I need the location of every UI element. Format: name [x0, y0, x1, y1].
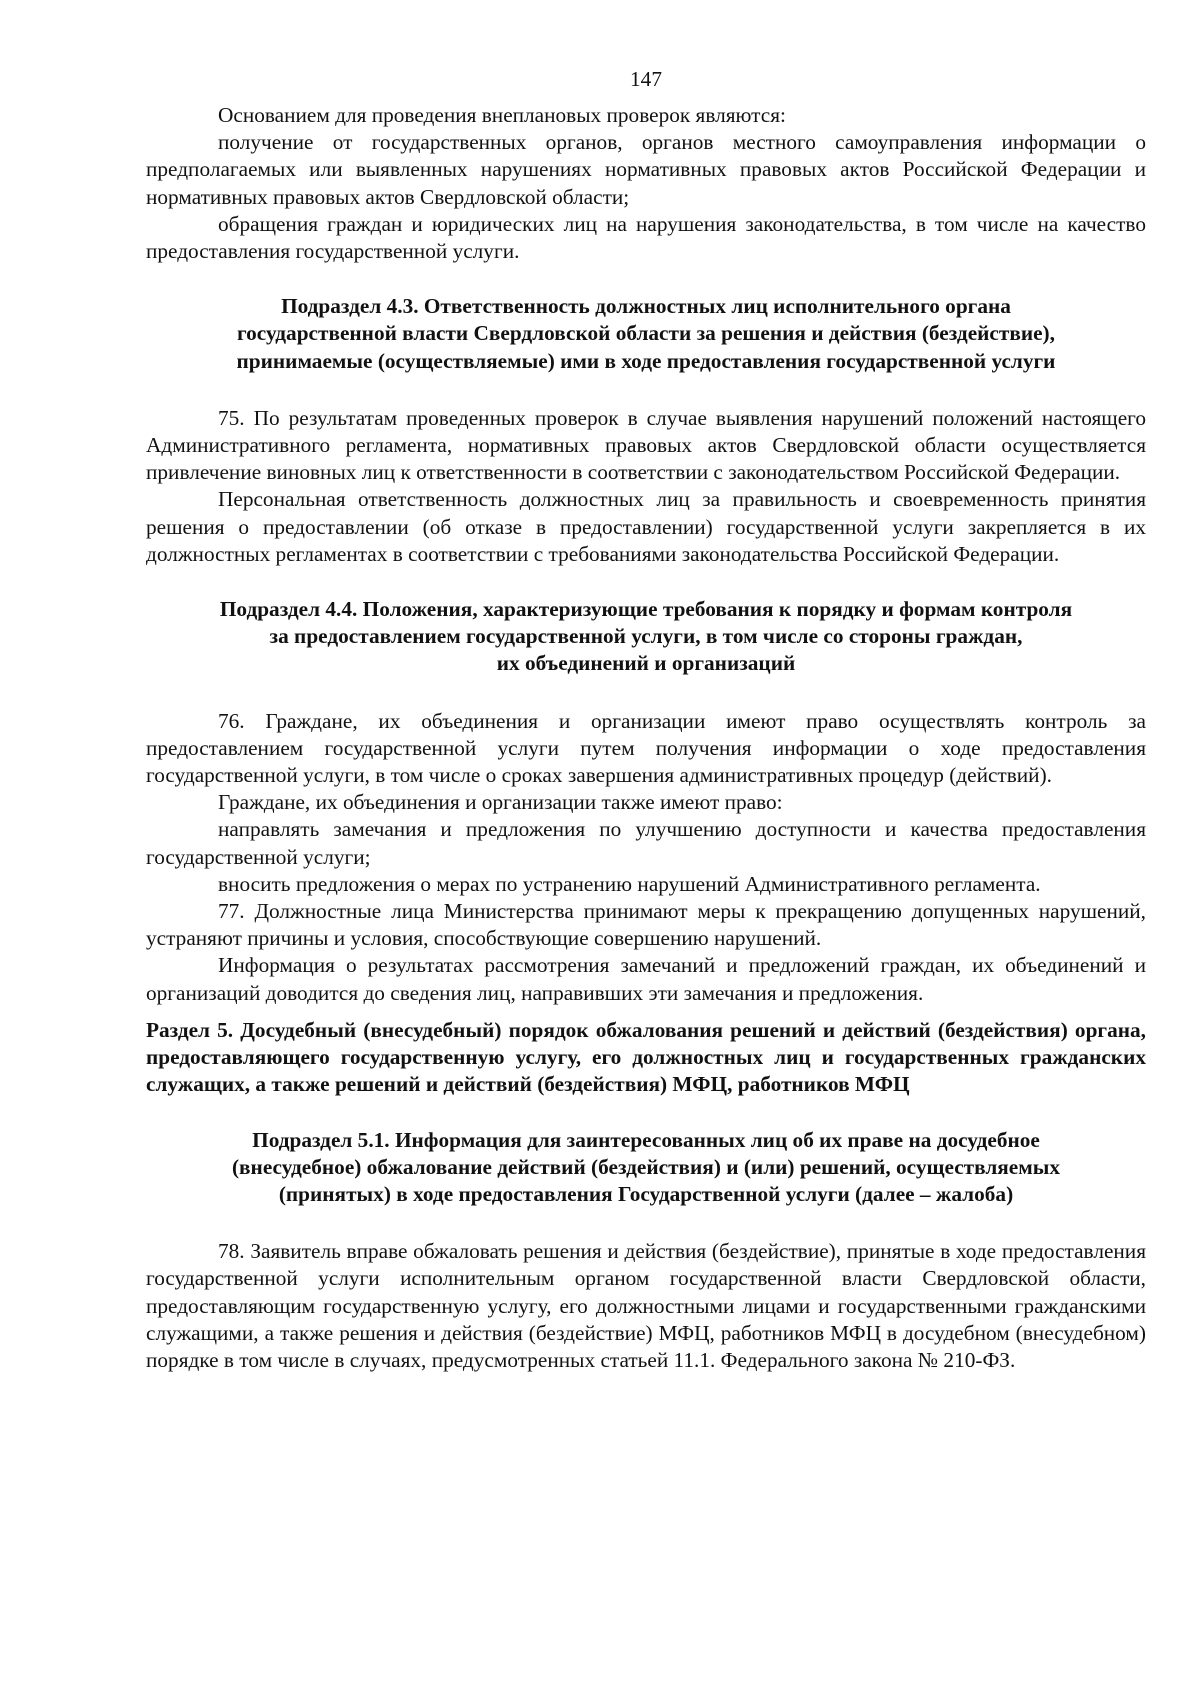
heading-line: за предоставлением государственной услуги, в том числе со стороны граждан, [269, 624, 1023, 649]
heading-line: Подраздел 5.1. Информация для заинтересованных лиц об их праве на досудебное [252, 1127, 1040, 1152]
paragraph: получение от государственных органов, органов местного самоуправления информации о предполагаемых или выявленных нарушениях нормативных правовых актов Российской Федерации и нормативных правовых актов Свердловской области; [146, 130, 1146, 209]
heading-line: принимаемые (осуществляемые) ими в ходе предоставления государственной услуги [236, 348, 1056, 373]
paragraph-76: 76. Граждане, их объединения и организации имеют право осуществлять контроль за предоставлением государственной услуги путем получения информации о ходе предоставления государственной услуги, в том числе о сроках завершения административных процедур (действий). [146, 708, 1146, 788]
paragraph: Основанием для проведения внеплановых проверок являются: [218, 103, 786, 127]
paragraph: Информация о результатах рассмотрения замечаний и предложений граждан, их объединений и организаций доводится до сведения лиц, направивших эти замечания и предложения. [146, 953, 1146, 1005]
heading-line: (принятых) в ходе предоставления Государственной услуги (далее – жалоба) [278, 1181, 1014, 1206]
paragraph: Граждане, их объединения и организации также имеют право: [218, 790, 783, 815]
subsection-4-3-heading [146, 293, 1146, 375]
heading-line: (внесудебное) обжалование действий (бездействия) и (или) решений, осуществляемых [231, 1154, 1061, 1179]
heading-line: Подраздел 4.4. Положения, характеризующие требования к порядку и формам контроля [219, 597, 1073, 622]
paragraph-75: 75. По результатам проведенных проверок в случае выявления нарушений положений настоящего Административного регламента, нормативных правовых актов Свердловской области осуществляется привлечение виновных лиц к ответственности в соответствии с законодательством Российской Федерации. [146, 405, 1146, 485]
paragraph: обращения граждан и юридических лиц на нарушения законодательства, в том числе на качество предоставления государственной услуги. [146, 211, 1146, 264]
page-number: 147 [630, 67, 662, 91]
paragraph-78: 78. Заявитель вправе обжаловать решения и действия (бездействие), принятые в ходе предоставления государственной услуги исполнительным органом государственной власти Свердловской области, предоставляющим государственную услугу, его должностными лицами и государственными гражданскими служащими, а также решения и действия (бездействие) МФЦ, работников МФЦ в досудебном (внесудебном) порядке в том числе в случаях, предусмотренных статьей 11.1. Федерального закона № 210-ФЗ. [146, 1239, 1146, 1372]
heading-line: государственной власти Свердловской области за решения и действия (бездействие), [237, 321, 1055, 346]
paragraph-77: 77. Должностные лица Министерства принимают меры к прекращению допущенных нарушений, устраняют причины и условия, способствующие совершению нарушений. [146, 899, 1146, 951]
heading-line: их объединений и организаций [496, 651, 796, 676]
subsection-5-1-heading [146, 1127, 1146, 1209]
subsection-4-4-heading [146, 596, 1146, 678]
paragraph: направлять замечания и предложения по улучшению доступности и качества предоставления государственной услуги; [146, 817, 1146, 869]
paragraph: вносить предложения о мерах по устранению нарушений Административного регламента. [218, 871, 1041, 896]
heading-line: Подраздел 4.3. Ответственность должностных лиц исполнительного органа [281, 294, 1011, 319]
paragraph: Персональная ответственность должностных лиц за правильность и своевременность принятия решения о предоставлении (об отказе в предоставлении) государственной услуги закрепляется в их должностных регламентах в соответствии с требованиями законодательства Российской Федерации. [146, 487, 1146, 566]
section-5-heading: Раздел 5. Досудебный (внесудебный) порядок обжалования решений и действий (бездействия) органа, предоставляющего государственную услугу, его должностных лиц и государственных гражданских служащих, а также решений и действий (бездействия) МФЦ, работников МФЦ [146, 1017, 1146, 1097]
page-content [146, 66, 1146, 1374]
